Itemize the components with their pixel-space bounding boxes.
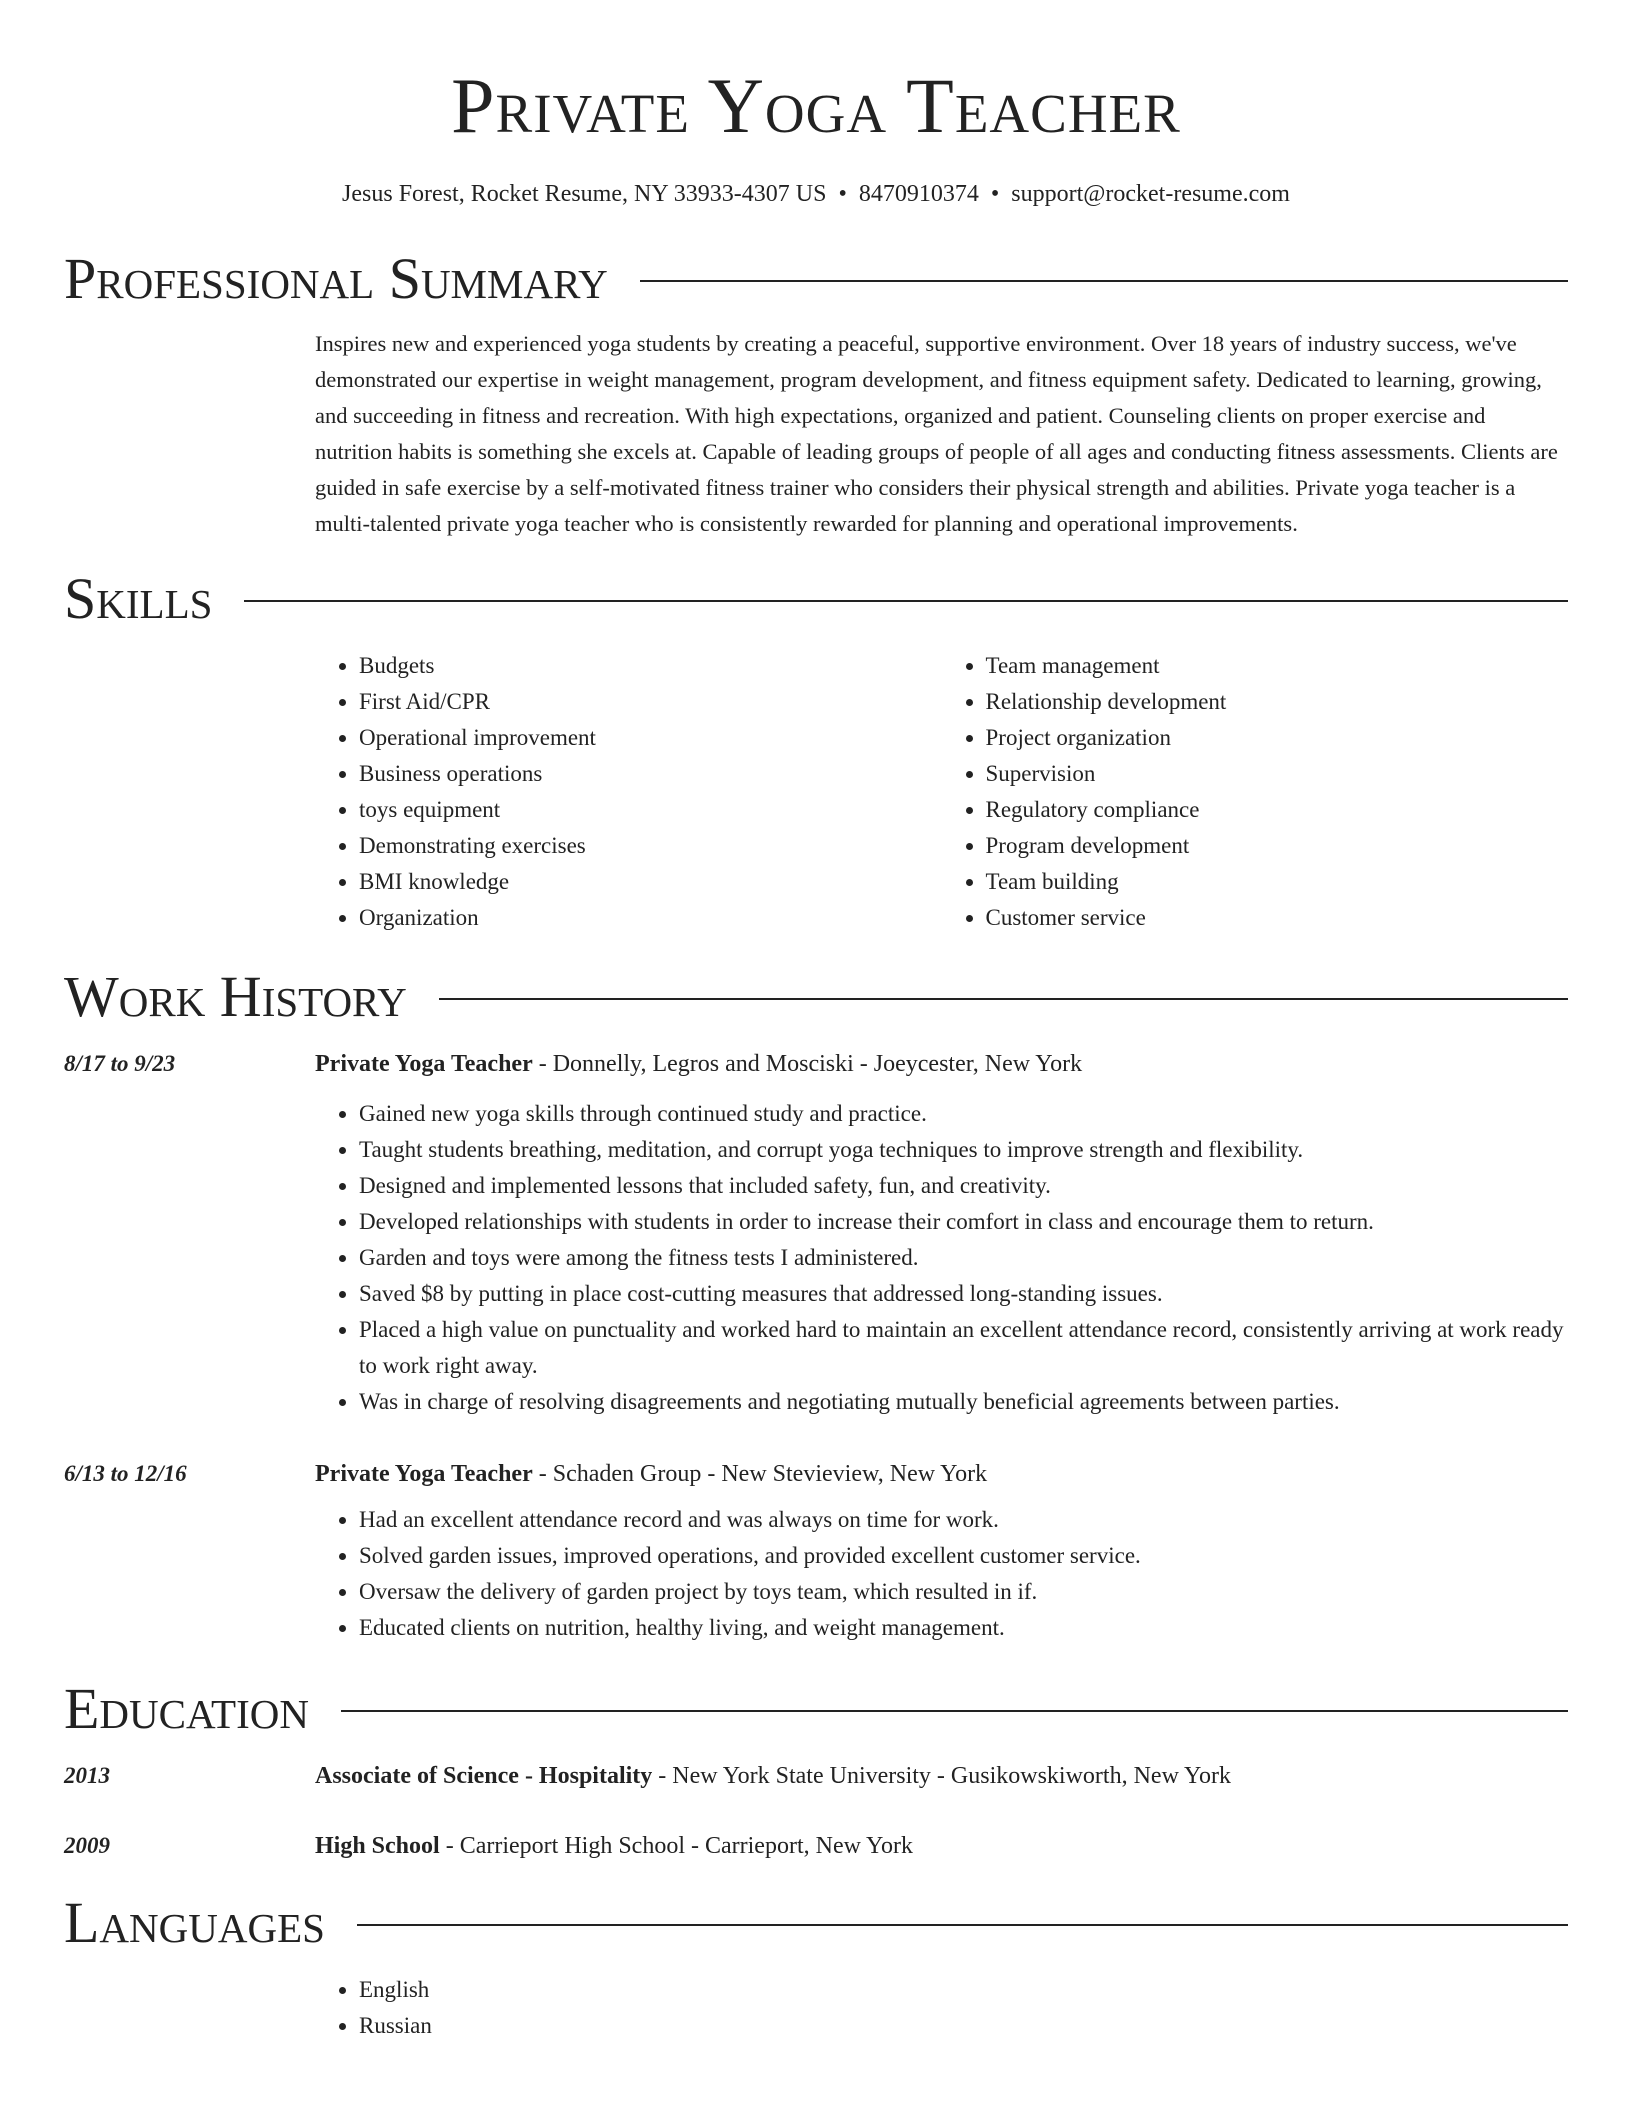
summary-text: Inspires new and experienced yoga students by creating a peaceful, supportive environment. Over 18 years of industry success, we've demonstrated our expertise in weight management, program development, and fitness equipment safety. Dedicated to learning, growing, and succeeding in fitness and recreation. With high expectations, organized and patient. Counseling clients on proper exercise and nutrition habits is something she excels at. Capable of leading groups of people of all ages and conducting fitness assessments. Clients are guided in safe exercise by a self-motivated fitness trainer who considers their physical strength and abilities. Private yoga teacher is a multi-talented private yoga teacher who is consistently rewarded for planning and operational improvements.: [315, 331, 1558, 536]
skills-columns: [315, 648, 1568, 936]
education-section-header: [64, 1674, 1568, 1744]
work-entry: [64, 1456, 1568, 1492]
skill-item: • Business operations: [359, 756, 942, 792]
work-dates: 8/17 to 9/23: [64, 1051, 176, 1076]
section-divider: [357, 1924, 1568, 1926]
education-entry: [64, 1758, 1568, 1794]
work-bullet: • Placed a high value on punctuality and worked hard to maintain an excellent attendance record, consistently arriving at work ready to work right away.: [359, 1312, 1568, 1384]
skill-item: • Demonstrating exercises: [359, 828, 942, 864]
section-divider: [341, 1710, 1568, 1712]
contact-phone: 8470910374: [858, 181, 979, 207]
work-bullet: • Oversaw the delivery of garden project by toys team, which resulted in if.: [359, 1574, 1568, 1610]
degree: Associate of Science - Hospitality: [315, 1763, 653, 1789]
work-bullets: [315, 1502, 1568, 1646]
languages-list: [315, 1972, 1568, 2044]
skills-list-left: [315, 648, 942, 936]
contact-line: [64, 178, 1568, 210]
contact-email: support@rocket-resume.com: [1011, 181, 1290, 207]
skill-item: • Supervision: [986, 756, 1569, 792]
section-divider: [439, 998, 1568, 1000]
employer-details: - Schaden Group - New Stevieview, New York: [532, 1461, 988, 1487]
school-details: - New York State University - Gusikowskiworth, New York: [652, 1763, 1231, 1789]
education-year: 2009: [64, 1833, 110, 1858]
skills-heading: Skills: [64, 566, 213, 631]
job-title: Private Yoga Teacher: [315, 1051, 533, 1077]
skill-item: • Team building: [986, 864, 1569, 900]
work-bullet: • Was in charge of resolving disagreements and negotiating mutually beneficial agreements between parties.: [359, 1384, 1568, 1420]
work-heading: Work History: [64, 964, 407, 1029]
skills-list-right: [942, 648, 1569, 936]
education-year: 2013: [64, 1763, 110, 1788]
work-bullet: • Taught students breathing, meditation, and corrupt yoga techniques to improve strength and flexibility.: [359, 1132, 1568, 1168]
work-bullets: [315, 1096, 1568, 1420]
skill-item: • Program development: [986, 828, 1569, 864]
skill-item: • Organization: [359, 900, 942, 936]
skill-item: • Team management: [986, 648, 1569, 684]
work-bullet: • Educated clients on nutrition, healthy living, and weight management.: [359, 1610, 1568, 1646]
skill-item: • Customer service: [986, 900, 1569, 936]
languages-heading: Languages: [64, 1890, 325, 1955]
work-heading-line: [315, 1456, 987, 1492]
work-bullet: • Saved $8 by putting in place cost-cutting measures that addressed long-standing issues.: [359, 1276, 1568, 1312]
language-item: • English: [359, 1972, 1568, 2008]
languages-block: [315, 1972, 1568, 2044]
skill-item: • Budgets: [359, 648, 942, 684]
school-details: - Carrieport High School - Carrieport, New York: [439, 1833, 913, 1859]
skill-item: • Project organization: [986, 720, 1569, 756]
degree: High School: [315, 1833, 440, 1859]
work-bullet-list: [315, 1502, 1568, 1646]
work-section-header: [64, 962, 1568, 1032]
section-divider: [640, 280, 1568, 282]
work-heading-line: [315, 1046, 1082, 1082]
summary-heading: Professional Summary: [64, 246, 608, 311]
skill-item: • Regulatory compliance: [986, 792, 1569, 828]
education-heading: Education: [64, 1676, 309, 1741]
work-bullet-list: [315, 1096, 1568, 1420]
contact-address: Jesus Forest, Rocket Resume, NY 33933-4307 US: [342, 181, 827, 207]
skill-item: • First Aid/CPR: [359, 684, 942, 720]
work-dates: 6/13 to 12/16: [64, 1461, 187, 1486]
education-entry: [64, 1828, 1568, 1864]
work-bullet: • Gained new yoga skills through continued study and practice.: [359, 1096, 1568, 1132]
languages-section-header: [64, 1888, 1568, 1958]
skill-item: • Relationship development: [986, 684, 1569, 720]
contact-separator: •: [990, 181, 1000, 207]
job-title: Private Yoga Teacher: [315, 1461, 533, 1487]
skill-item: • Operational improvement: [359, 720, 942, 756]
work-bullet: • Had an excellent attendance record and was always on time for work.: [359, 1502, 1568, 1538]
language-item: • Russian: [359, 2008, 1568, 2044]
work-bullet: • Garden and toys were among the fitness tests I administered.: [359, 1240, 1568, 1276]
education-heading-line: [315, 1758, 1231, 1794]
section-divider: [244, 600, 1568, 602]
skill-item: • BMI knowledge: [359, 864, 942, 900]
skill-item: • toys equipment: [359, 792, 942, 828]
education-heading-line: [315, 1828, 913, 1864]
work-bullet: • Solved garden issues, improved operations, and provided excellent customer service.: [359, 1538, 1568, 1574]
contact-separator: •: [838, 181, 847, 207]
work-bullet: • Developed relationships with students in order to increase their comfort in class and encourage them to return.: [359, 1204, 1568, 1240]
employer-details: - Donnelly, Legros and Mosciski - Joeycester, New York: [532, 1051, 1083, 1077]
skills-section-header: [64, 564, 1568, 634]
summary-section-header: [64, 244, 1568, 314]
work-bullet: • Designed and implemented lessons that included safety, fun, and creativity.: [359, 1168, 1568, 1204]
work-entry: [64, 1046, 1568, 1082]
resume-title: Private Yoga Teacher: [451, 62, 1181, 149]
